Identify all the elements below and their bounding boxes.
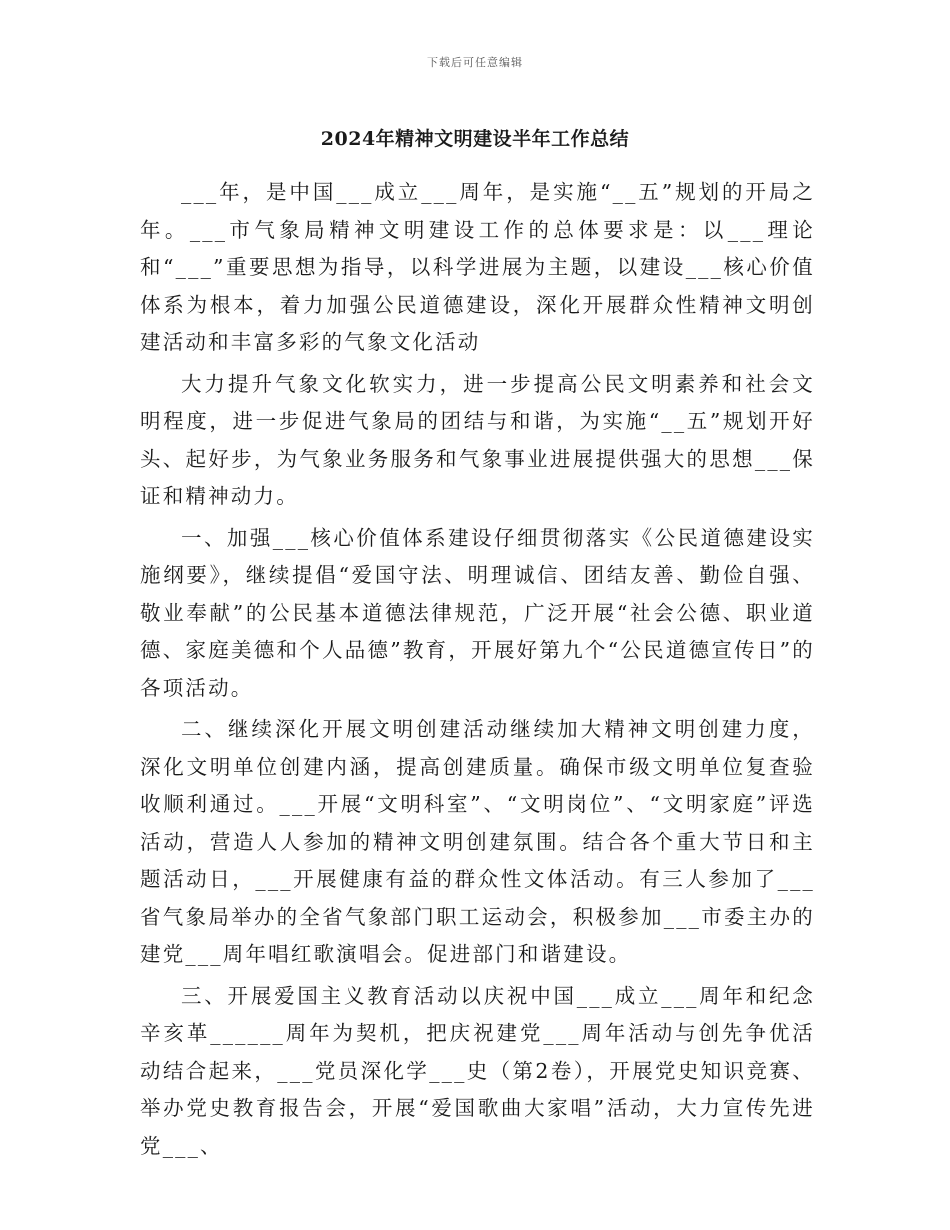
paragraph-section-3: 三、开展爱国主义教育活动以庆祝中国___成立___周年和纪念辛亥革______周年为契机，把庆祝建党___周年活动与创先争优活动结合起来，___党员深化学___史（第2卷），开展党史知识竞赛、举办党史教育报告会，开展“爱国歌曲大家唱”活动，大力宣传先进党___、: [140, 983, 815, 1158]
document-body: [140, 174, 815, 1169]
paragraph-goals: 大力提升气象文化软实力，进一步提高公民文明素养和社会文明程度，进一步促进气象局的团结与和谐，为实施“__五”规划开好头、起好步，为气象业务服务和气象事业进展提供强大的思想___保证和精神动力。: [140, 371, 815, 508]
document-title: 2024年精神文明建设半年工作总结: [320, 128, 630, 150]
paragraph-section-2: 二、继续深化开展文明创建活动继续加大精神文明创建力度，深化文明单位创建内涵，提高创建质量。确保市级文明单位复查验收顺利通过。___开展“文明科室”、“文明岗位”、“文明家庭”评选活动，营造人人参加的精神文明创建氛围。结合各个重大节日和主题活动日，___开展健康有益的群众性文体活动。有三人参加了___省气象局举办的全省气象部门职工运动会，积极参加___市委主办的建党___周年唱红歌演唱会。促进部门和谐建设。: [140, 717, 815, 966]
header-note: 下载后可任意编辑: [427, 56, 523, 69]
paragraph-section-1: 一、加强___核心价值体系建设仔细贯彻落实《公民道德建设实施纲要》，继续提倡“爱国守法、明理诚信、团结友善、勤俭自强、敬业奉献”的公民基本道德法律规范，广泛开展“社会公德、职业道德、家庭美德和个人品德”教育，开展好第九个“公民道德宣传日”的各项活动。: [140, 525, 815, 700]
paragraph-intro: ___年，是中国___成立___周年，是实施“__五”规划的开局之年。___市气象局精神文明建设工作的总体要求是：以___理论和“___”重要思想为指导，以科学进展为主题，以建设___核心价值体系为根本，着力加强公民道德建设，深化开展群众性精神文明创建活动和丰富多彩的气象文化活动: [140, 180, 815, 354]
